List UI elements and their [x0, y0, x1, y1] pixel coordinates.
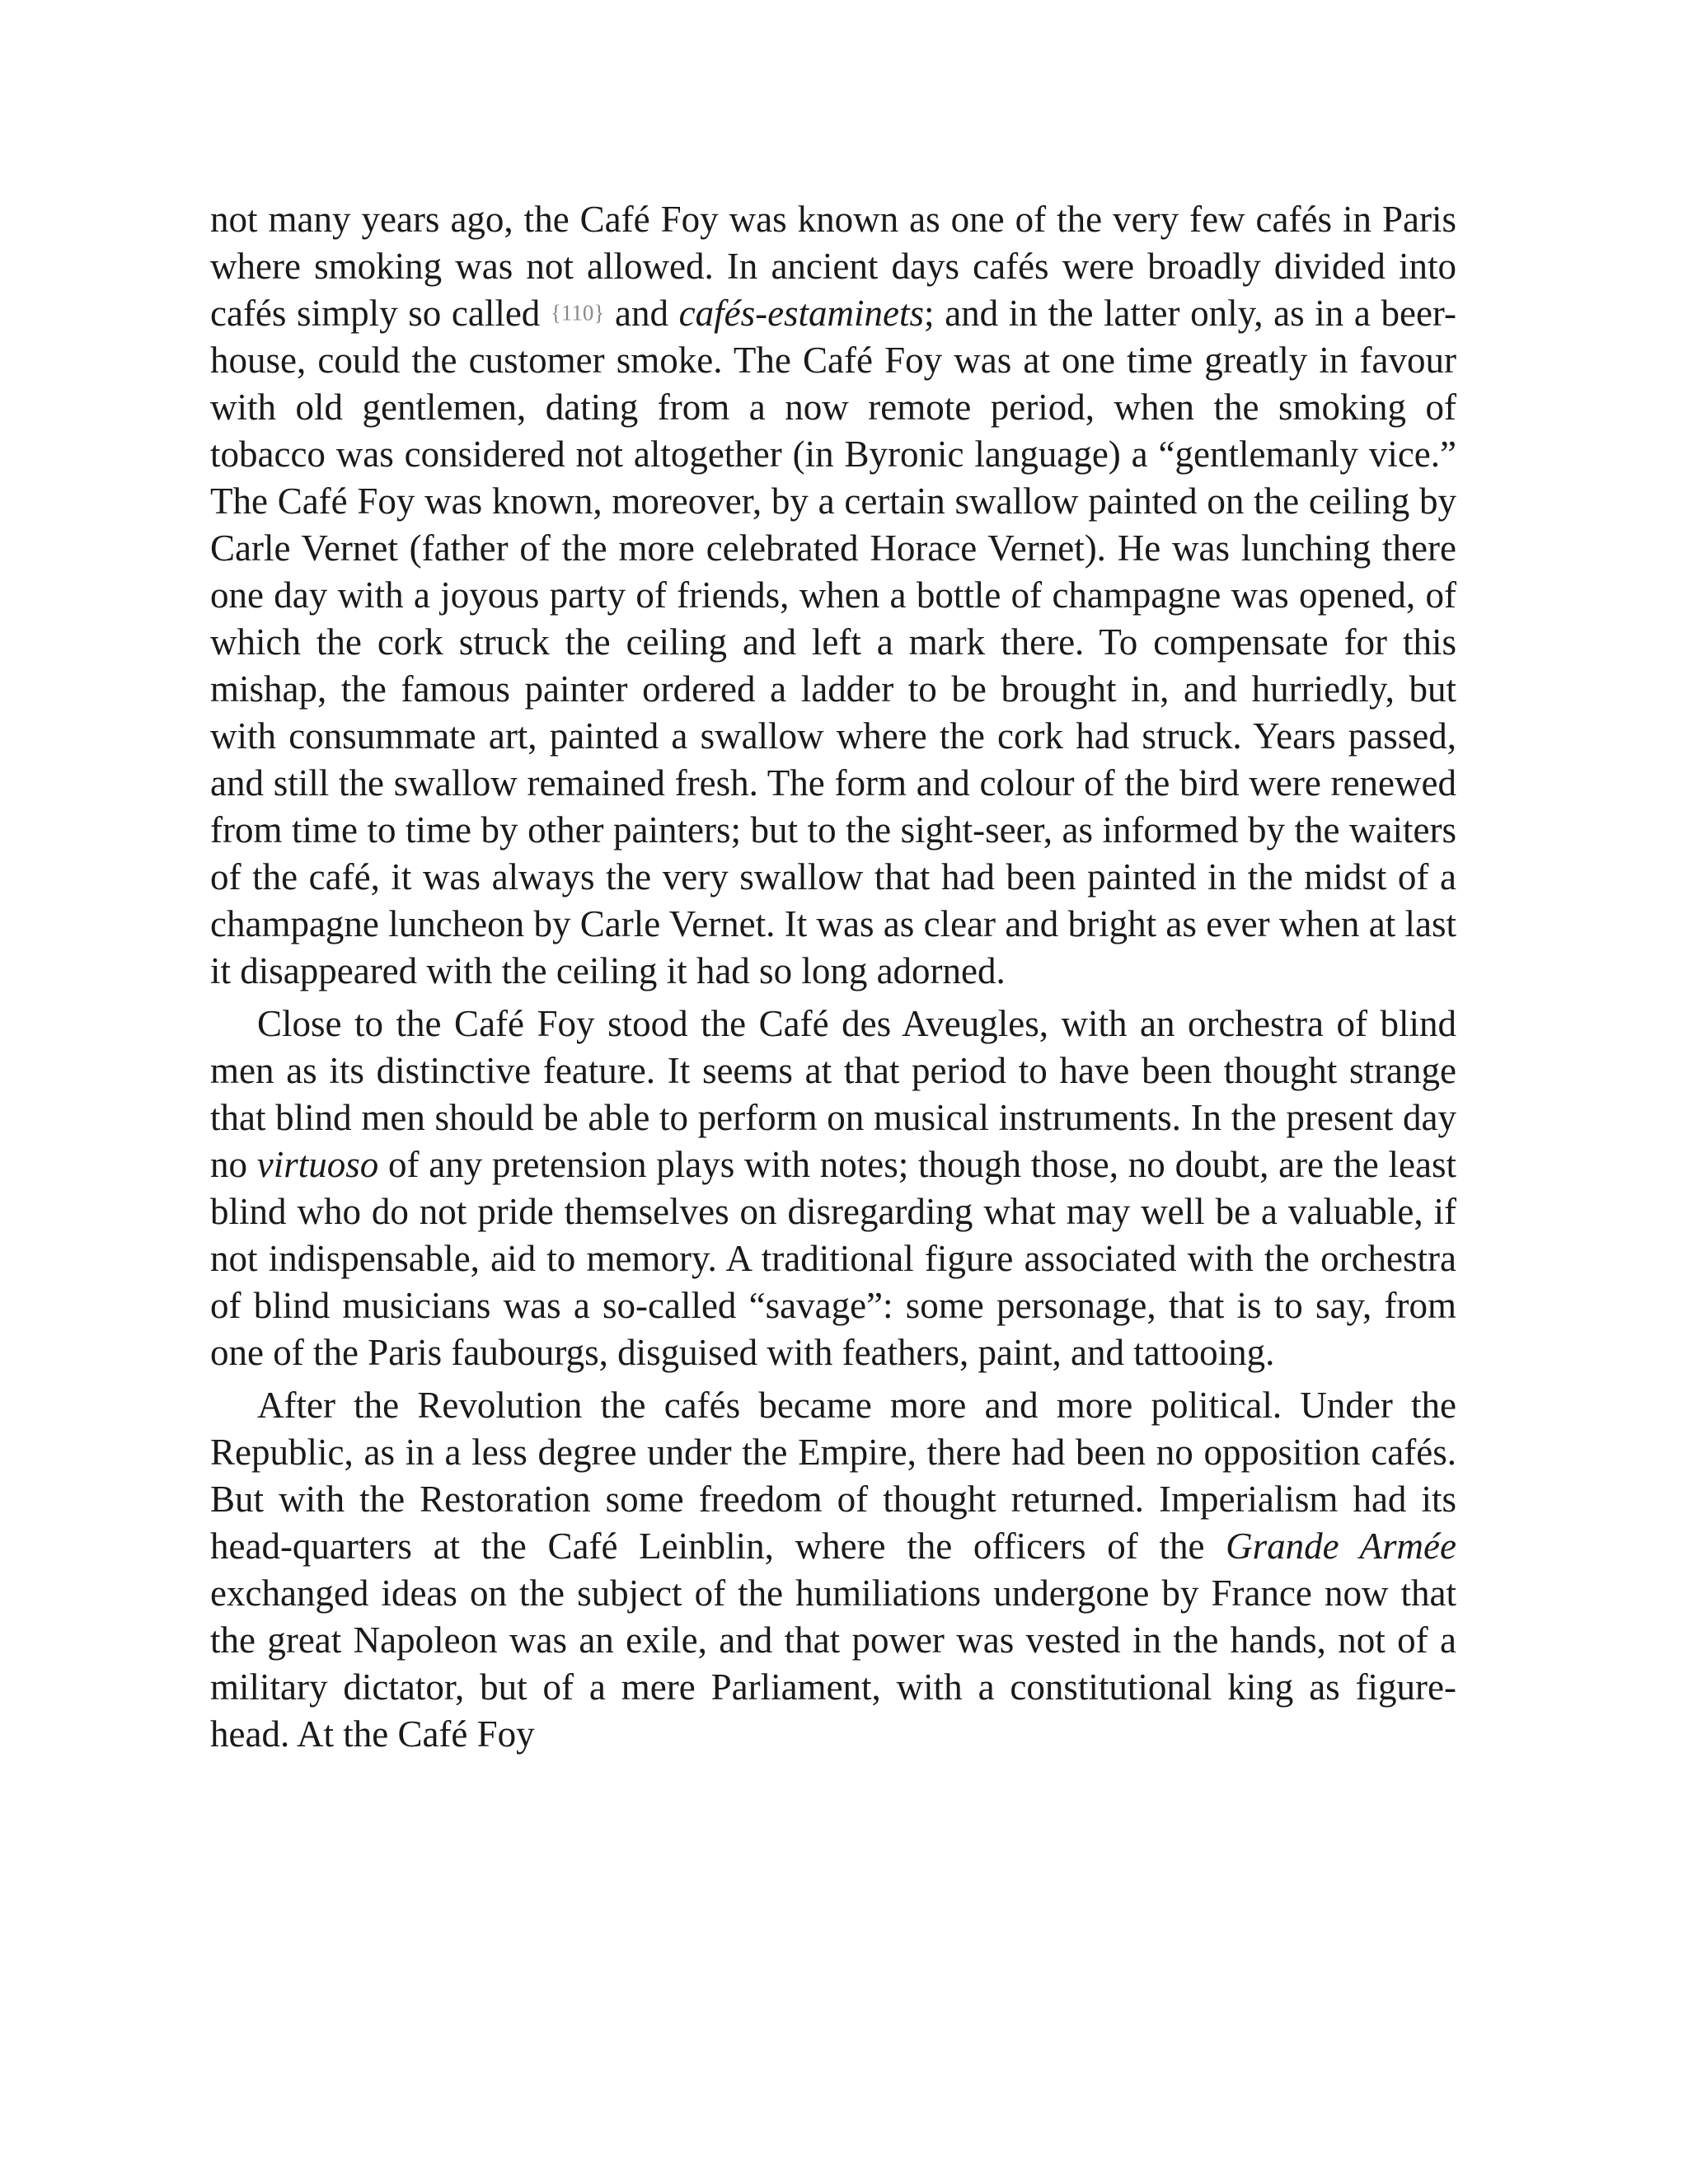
text-run: After the Revolution the cafés became more and more political. Under the Republic, as in a less degree under the Empire, there had been no opposition cafés. But with the Restoration some freedom of thought returned. Imperialism had its head-quarters at the Café Leinblin, where the officers of the [210, 1385, 1456, 1567]
italic-term: Grande Armée [1226, 1526, 1456, 1567]
page-body [210, 196, 1456, 1764]
paragraph-3 [210, 1382, 1456, 1758]
italic-term: virtuoso [256, 1144, 379, 1185]
paragraph-1 [210, 196, 1456, 995]
text-run: ; and in the latter only, as in a beer-house, could the customer smoke. The Café Foy was at one time greatly in favour with old gentlemen, dating from a now remote period, when the smoking of tobacco was considered not altogether (in Byronic language) a “gentlemanly vice.” The Café Foy was known, moreover, by a certain swallow painted on the ceiling by Carle Vernet (father of the more celebrated Horace Vernet). He was lunching there one day with a joyous party of friends, when a bottle of champagne was opened, of which the cork struck the ceiling and left a mark there. To compensate for this mishap, the famous painter ordered a ladder to be brought in, and hurriedly, but with consummate art, painted a swallow where the cork had struck. Years passed, and still the swallow remained fresh. The form and colour of the bird were renewed from time to time by other painters; but to the sight-seer, as informed by the waiters of the café, it was always the very swallow that had been painted in the midst of a champagne luncheon by Carle Vernet. It was as clear and bright as ever when at last it disappeared with the ceiling it had so long adorned. [210, 293, 1457, 991]
italic-term: cafés-estaminets [678, 293, 925, 334]
paragraph-2 [210, 1001, 1456, 1376]
text-run: Close to the Café Foy stood the Café des Aveugles, with an orchestra of blind men as its distinctive feature. It seems at that period to have been thought strange that blind men should be able to perform on musical instruments. In the present day no [210, 1003, 1456, 1185]
text-run: exchanged ideas on the subject of the humiliations undergone by France now that the great Napoleon was an exile, and that power was vested in the hands, not of a military dictator, but of a mere Parliament, with a constitutional king as figure-head. At the Café Foy [210, 1572, 1456, 1755]
page-number-marker[interactable]: {110} [550, 300, 605, 326]
text-run: and [604, 293, 679, 334]
text-run: not many years ago, the Café Foy was known as one of the very few cafés in Paris where smoking was not allowed. In ancient days cafés were broadly divided into cafés simply so called [210, 199, 1456, 334]
text-run: of any pretension plays with notes; though those, no doubt, are the least blind who do not pride themselves on disregarding what may well be a valuable, if not indispensable, aid to memory. A traditional figure associated with the orchestra of blind musicians was a so-called “savage”: some personage, that is to say, from one of the Paris faubourgs, disguised with feathers, paint, and tattooing. [210, 1144, 1456, 1373]
